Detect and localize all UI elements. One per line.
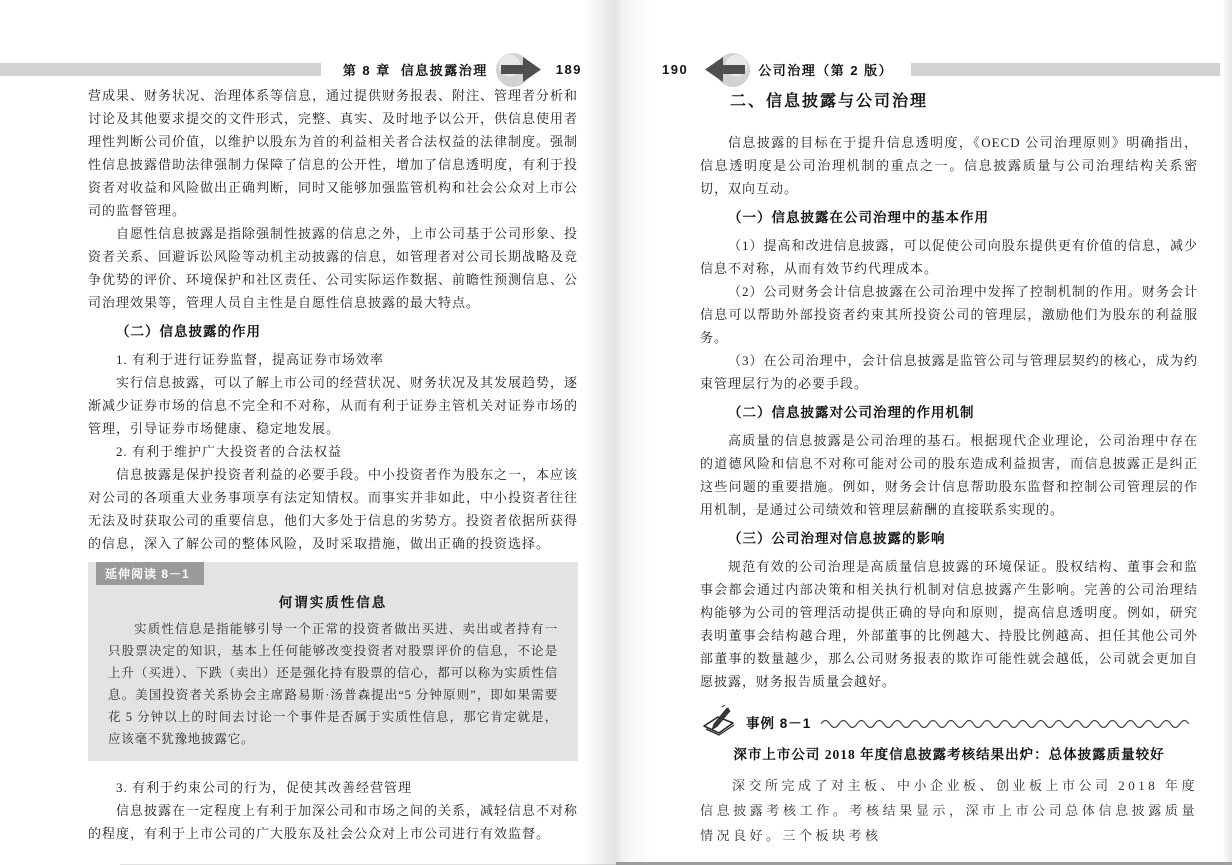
case-body: 深交所完成了对主板、中小企业板、创业板上市公司 2018 年度信息披露考核工作。考核结果显示，深市上市公司总体信息披露质量情况良好。三个板块考核 — [700, 778, 1199, 843]
left-arrow-icon — [700, 50, 752, 88]
case-title: 深市上市公司 2018 年度信息披露考核结果出炉：总体披露质量较好 — [733, 747, 1165, 762]
right-running-head — [616, 50, 1232, 88]
right-arrow-icon — [494, 50, 546, 88]
subsection-3-body: 规范有效的公司治理是高质量信息披露的环境保证。股权结构、董事会和监事会都会通过内部决策和相关执行机制对信息披露产生影响。完善的公司治理结构能够为公司的管理活动提供正确的导向和原则，提高信息透明度。例如，研究表明董事会结构越合理，外部董事的比例越大、持股比例越高、担任其他公司外部董事的数量越少，那么公司财务报表的欺诈可能性就会越低，公司就会更加自愿披露，财务报告质量会越好。 — [700, 559, 1198, 689]
page-number: 190 — [662, 61, 689, 77]
pencil-note-icon — [700, 705, 738, 739]
left-text-column — [88, 84, 578, 845]
subsection-heading-2: （二）信息披露对公司治理的作用机制 — [728, 405, 975, 420]
subsection-heading-3: （三）公司治理对信息披露的影响 — [728, 531, 946, 546]
extended-reading-box — [88, 562, 578, 761]
extended-reading-tag: 延伸阅读 8－1 — [96, 562, 204, 585]
list-item-2-body: 信息披露是保护投资者利益的必要手段。中小投资者作为股东之一，本应该对公司的各项重大业务事项享有法定知情权。而事实并非如此，中小投资者往往无法及时获取公司的重要信息，他们大多处于信息的劣势方。投资者依据所获得的信息，深入了解公司的整体风险，及时采取措施，做出正确的投资选择。 — [88, 467, 579, 551]
extended-reading-body: 实质性信息是指能够引导一个正常的投资者做出买进、卖出或者持有一只股票决定的知识，基本上任何能够改变投资者对股票评价的信息，不论是上升（买进）、下跌（卖出）还是强化持有股票的信心，都可以称为实质性信息。美国投资者关系协会主席路易斯·汤普森提出“5 分钟原则”，即如果需要花 5 分钟以上的时间去讨论一个事件是否属于实质性信息，那它肯定就是，应该毫不犹豫地披露它。 — [108, 622, 558, 746]
subsection-2-body: 高质量的信息披露是公司治理的基石。根据现代企业理论，公司治理中存在的道德风险和信息不对称可能对公司的股东造成利益损害，而信息披露正是纠正这些问题的重要措施。例如，财务会计信息帮助股东监督和控制公司管理层的作用机制，是通过公司绩效和管理层薪酬的直接联系实现的。 — [700, 433, 1198, 517]
header-rule — [911, 63, 1220, 76]
book-title: 公司治理（第 2 版） — [758, 62, 894, 78]
paragraph-voluntary-disclosure: 自愿性信息披露是指除强制性披露的信息之外，上市公司基于公司形象、投资者关系、回避诉讼风险等动机主动披露的信息，如管理者对公司长期战略及竞争优势的评价、环境保护和社区责任、公司实际运作数据、前瞻性预测信息、公司治理效果等，管理人员自主性是自愿性信息披露的最大特点。 — [88, 226, 579, 310]
page-right-edge — [1222, 0, 1232, 865]
extended-reading-title: 何谓实质性信息 — [278, 595, 388, 610]
section-title: 二、信息披露与公司治理 — [730, 93, 929, 110]
chapter-title: 信息披露治理 — [400, 62, 488, 78]
left-running-head — [0, 50, 616, 88]
numbered-point-1: （1）提高和改进信息披露，可以促使公司向股东提供更有价值的信息，减少信息不对称，从而有效节约代理成本。 — [700, 238, 1198, 276]
wavy-line — [821, 716, 1198, 728]
list-item-1-title: 1. 有利于进行证券监督，提高证券市场效率 — [116, 352, 385, 367]
subsection-heading-1: （一）信息披露在公司治理中的基本作用 — [728, 210, 989, 225]
case-label: 事例 8－1 — [746, 716, 812, 731]
list-item-3-title: 3. 有利于约束公司的行为，促使其改善经营管理 — [116, 780, 413, 795]
paragraph-mandatory-disclosure: 营成果、财务状况、治理体系等信息，通过提供财务报表、附注、管理者分析和讨论及其他要求提交的文件形式，完整、真实、及时地予以公开，供信息使用者理性判断公司价值，以维护以股东为首的利益相关者合法权益的法律制度。强制性信息披露借助法律强制力保障了信息的公开性，增加了信息透明度，有利于投资者对收益和风险做出正确判断，同时又能够加强监管机构和社会公众对上市公司的监督管理。 — [88, 88, 579, 218]
paragraph-intro: 信息披露的目标在于提升信息透明度，《OECD 公司治理原则》明确指出，信息透明度是公司治理机制的重点之一。信息披露质量与公司治理结构关系密切，双向互动。 — [700, 135, 1198, 196]
page-number: 189 — [555, 61, 582, 77]
subsection-heading-role: （二）信息披露的作用 — [116, 324, 261, 339]
numbered-point-3: （3）在公司治理中，会计信息披露是监管公司与管理层契约的核心，成为约束管理层行为的必要手段。 — [700, 353, 1198, 391]
header-rule — [0, 63, 321, 76]
list-item-3-body: 信息披露在一定程度上有利于加深公司和市场之间的关系，减轻信息不对称的程度，有利于上市公司的广大股东及社会公众对上市公司进行有效监督。 — [88, 803, 579, 841]
case-header — [700, 705, 1198, 739]
list-item-1-body: 实行信息披露，可以了解上市公司的经营状况、财务状况及其发展趋势，逐渐减少证券市场的信息不完全和不对称，从而有利于证券主管机关对证券市场的管理，引导证券市场健康、稳定地发展。 — [88, 375, 579, 436]
chapter-label: 第 8 章 — [342, 62, 391, 78]
page-190 — [616, 0, 1232, 865]
numbered-point-2: （2）公司财务会计信息披露在公司治理中发挥了控制机制的作用。财务会计信息可以帮助外部投资者约束其所投资公司的管理层，激励他们为股东的利益服务。 — [700, 284, 1198, 345]
list-item-2-title: 2. 有利于维护广大投资者的合法权益 — [116, 444, 343, 459]
right-text-column — [700, 88, 1198, 848]
